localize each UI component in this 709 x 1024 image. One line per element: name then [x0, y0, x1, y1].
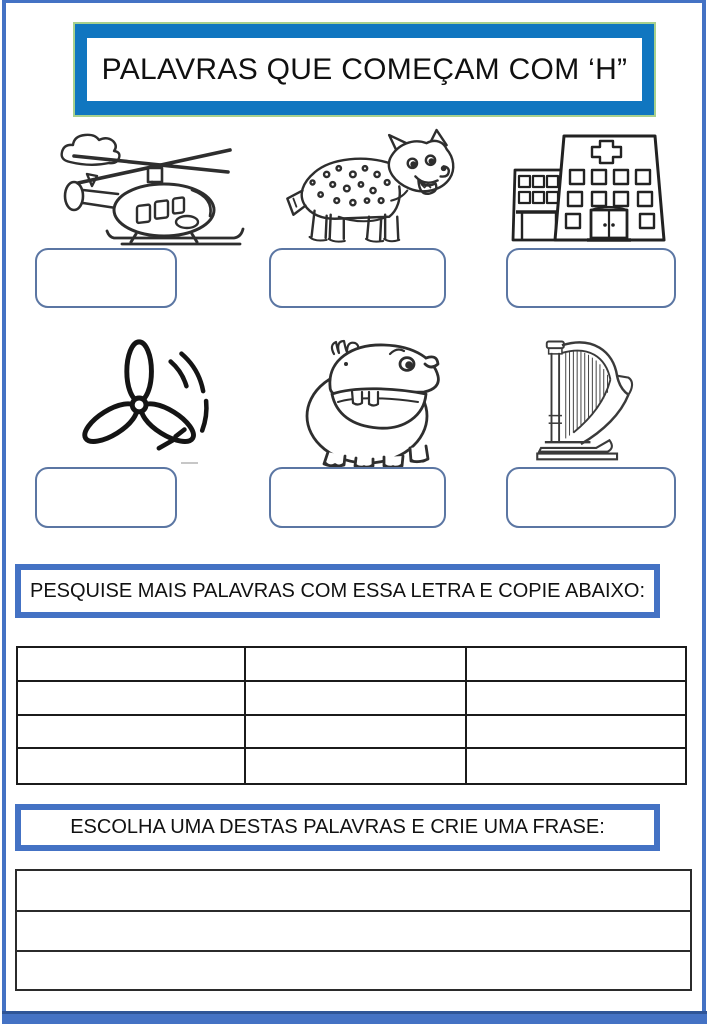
answer-box-hippopotamus[interactable]	[269, 467, 446, 528]
word-table-cell[interactable]	[18, 648, 246, 682]
helicopter-image	[40, 126, 255, 246]
word-table-cell[interactable]	[246, 682, 467, 716]
page-border-right	[702, 0, 706, 1014]
propeller-image	[55, 332, 240, 465]
hospital-image	[502, 126, 678, 246]
word-table-cell[interactable]	[467, 716, 685, 750]
sentence-instruction-text: ESCOLHA UMA DESTAS PALAVRAS E CRIE UMA FRASE:	[70, 816, 605, 838]
title-inner-panel	[87, 38, 642, 101]
answer-box-helicopter[interactable]	[35, 248, 177, 308]
print-smudge	[181, 462, 198, 464]
word-table-cell[interactable]	[18, 682, 246, 716]
page-title: PALAVRAS QUE COMEÇAM COM ‘H”	[101, 52, 628, 86]
word-table-cell[interactable]	[246, 749, 467, 783]
sentence-line[interactable]	[17, 950, 690, 989]
sentence-instruction-banner	[15, 804, 660, 851]
search-instruction-text: PESQUISE MAIS PALAVRAS COM ESSA LETRA E COPIE ABAIXO:	[29, 579, 646, 602]
title-banner	[73, 22, 656, 117]
sentence-line[interactable]	[17, 910, 690, 949]
page-border-left	[2, 0, 6, 1014]
word-table-cell[interactable]	[246, 716, 467, 750]
word-table-cell[interactable]	[18, 749, 246, 783]
search-instruction-banner	[15, 564, 660, 618]
page-border-bottom-bar	[2, 1011, 707, 1024]
word-table-cell[interactable]	[18, 716, 246, 750]
answer-box-harp[interactable]	[506, 467, 676, 528]
sentence-instruction-panel	[21, 810, 654, 845]
word-table-cell[interactable]	[246, 648, 467, 682]
answer-box-propeller[interactable]	[35, 467, 177, 528]
harp-image	[505, 332, 655, 465]
answer-box-hyena[interactable]	[269, 248, 446, 308]
sentence-writing-box	[15, 869, 692, 991]
word-table-cell[interactable]	[467, 648, 685, 682]
word-table-cell[interactable]	[467, 749, 685, 783]
sentence-line[interactable]	[17, 871, 690, 910]
search-instruction-panel	[21, 570, 654, 612]
hippopotamus-image	[272, 330, 468, 468]
hyena-image	[268, 126, 468, 247]
answer-box-hospital[interactable]	[506, 248, 676, 308]
word-table	[16, 646, 687, 785]
word-table-cell[interactable]	[467, 682, 685, 716]
page-border-top	[2, 0, 706, 3]
